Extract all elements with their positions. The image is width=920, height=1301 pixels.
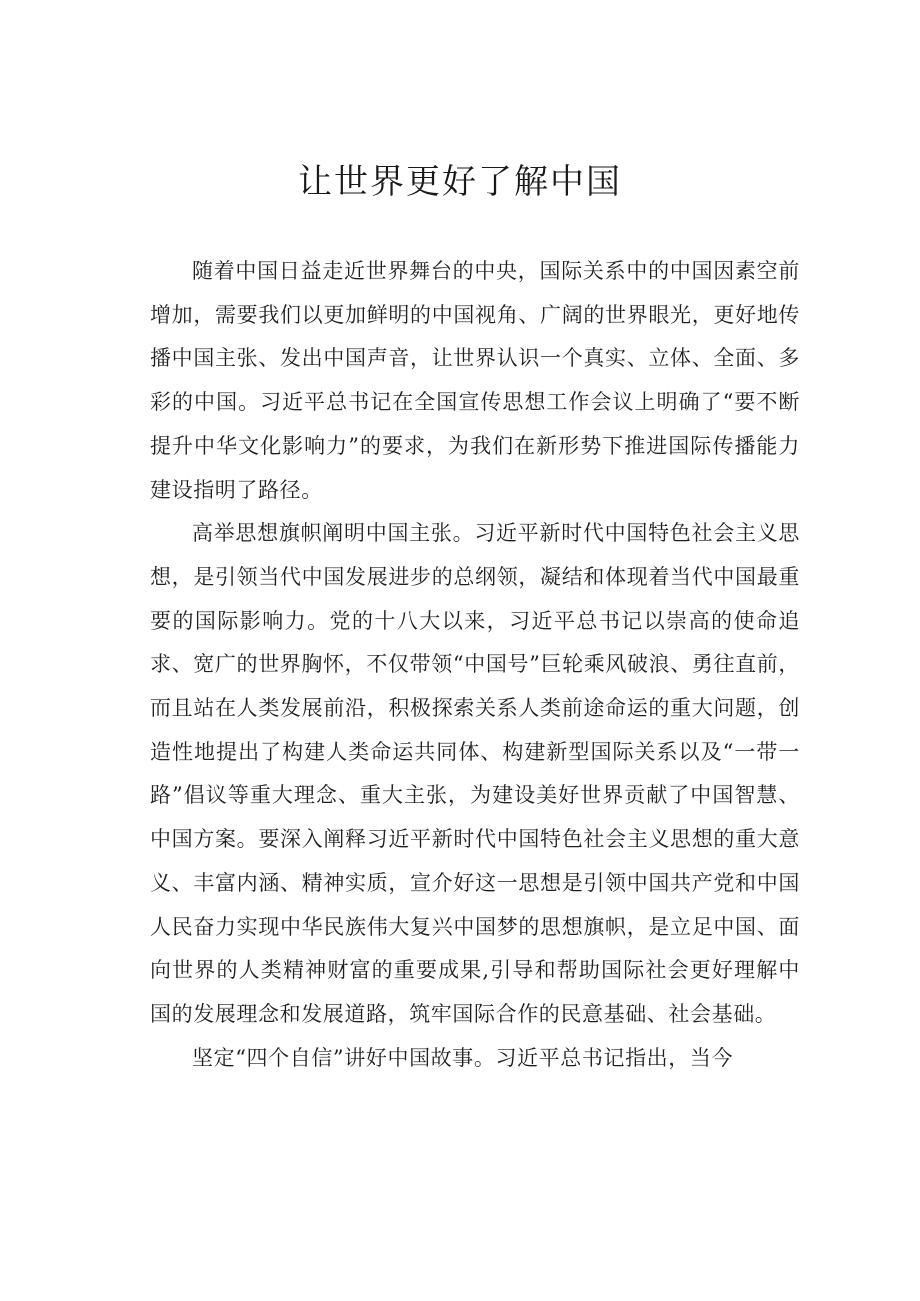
paragraph-ideology: 高举思想旗帜阐明中国主张。习近平新时代中国特色社会主义思想，是引领当代中国发展进步的总纲领，凝结和体现着当代中国最重要的国际影响力。党的十八大以来，习近平总书记以崇高的使命追求、宽广的世界胸怀，不仅带领“中国号”巨轮乘风破浪、勇往直前，而且站在人类发展前沿，积极探索关系人类前途命运的重大问题，创造性地提出了构建人类命运共同体、构建新型国际关系以及“一带一路”倡议等重大理念、重大主张，为建设美好世界贡献了中国智慧、中国方案。要深入阐释习近平新时代中国特色社会主义思想的重大意义、丰富内涵、精神实质，宣介好这一思想是引领中国共产党和中国人民奋力实现中华民族伟大复兴中国梦的思想旗帜，是立足中国、面向世界的人类精神财富的重要成果,引导和帮助国际社会更好理解中国的发展理念和发展道路，筑牢国际合作的民意基础、社会基础。 (150, 521, 800, 1026)
paragraph-intro: 随着中国日益走近世界舞台的中央，国际关系中的中国因素空前增加，需要我们以更加鲜明的中国视角、广阔的世界眼光，更好地传播中国主张、发出中国声音，让世界认识一个真实、立体、全面、多彩的中国。习近平总书记在全国宣传思想工作会议上明确了“要不断提升中华文化影响力”的要求，为我们在新形势下推进国际传播能力建设指明了路径。 (150, 259, 800, 502)
paragraph-four-confidences: 坚定“四个自信”讲好中国故事。习近平总书记指出，当今 (192, 1045, 734, 1070)
document-title: 让世界更好了解中国 (298, 162, 622, 202)
document-body (150, 250, 800, 1080)
